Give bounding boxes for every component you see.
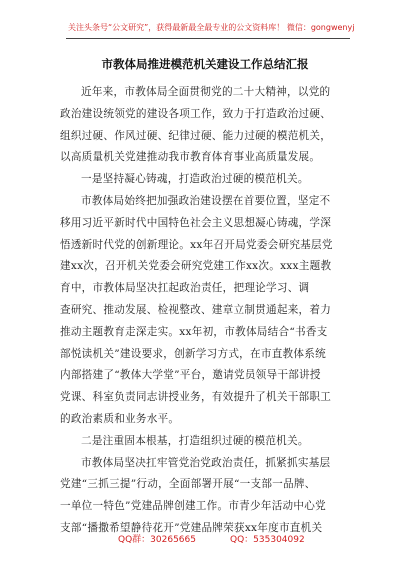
body-line: 内部搭建了“教体大学堂”平台，邀请党员领导干部讲授 xyxy=(60,369,321,382)
body-line: 育中，市教体局坚决扛起政治责任，把理论学习、调 xyxy=(60,282,310,295)
body-line: 党课、科室负责同志讲授业务，有效提升了机关干部职工 xyxy=(60,391,332,404)
body-line: 移用习近平新时代中国特色社会主义思想凝心铸魂，学深 xyxy=(60,216,332,229)
body-line: 悟透新时代党的创新理论。xx年召开局党委会研究基层党 xyxy=(60,238,333,251)
body-line: 一是坚持凝心铸魂，打造政治过硬的模范机关。 xyxy=(81,173,309,186)
body-line: 建xx次，召开机关党委会研究党建工作xx次。xxx主题教 xyxy=(60,260,332,273)
body-line: 部悦读机关”建设要求，创新学习方式，在市直教体系统 xyxy=(60,347,326,360)
body-line: 的政治素质和业务水平。 xyxy=(60,412,180,425)
body-line: 组织过硬、作风过硬、纪律过硬、能力过硬的模范机关， xyxy=(60,129,332,142)
document-title: 市教体局推进模范机关建设工作总结汇报 xyxy=(101,57,309,71)
body-line: 支部“播撒希望静待花开”党建品牌荣获xx年度市直机关 xyxy=(60,521,323,534)
body-line: 查研究、推动发展、检视整改、建章立制贯通起来，着力 xyxy=(60,303,332,316)
body-line: 市教体局始终把加强政治建设摆在首要位置，坚定不 xyxy=(81,194,331,207)
body-line: 党建“三抓三提”行动，全面部署开展“一支部一品牌、 xyxy=(60,478,316,491)
header-banner: 关注头条号“公文研究”，获得最新最全最专业的公文资料库！ 微信：gongwenyj xyxy=(68,23,355,32)
body-line: 市教体局坚决扛牢管党治党政治责任，抓紧抓实基层 xyxy=(81,456,331,469)
body-line: 一单位一特色”党建品牌创建工作。市青少年活动中心党 xyxy=(60,500,326,513)
footer-qq-contact: QQ：535304092 xyxy=(230,535,305,545)
header-divider xyxy=(66,38,350,39)
body-line: 以高质量机关党建推动我市教育体育事业高质量发展。 xyxy=(60,151,321,164)
document-body xyxy=(60,82,350,540)
footer-qq-group: QQ群：30265665 xyxy=(118,535,196,545)
body-line: 近年来，市教体局全面贯彻党的二十大精神，以党的 xyxy=(81,86,331,98)
body-line: 推动主题教育走深走实。xx年初，市教体局结合“书香支 xyxy=(60,325,328,338)
body-line: 二是注重固本根基，打造组织过硬的模范机关。 xyxy=(81,434,309,447)
body-line: 政治建设统领党的建设各项工作，致力于打造政治过硬、 xyxy=(60,107,332,120)
